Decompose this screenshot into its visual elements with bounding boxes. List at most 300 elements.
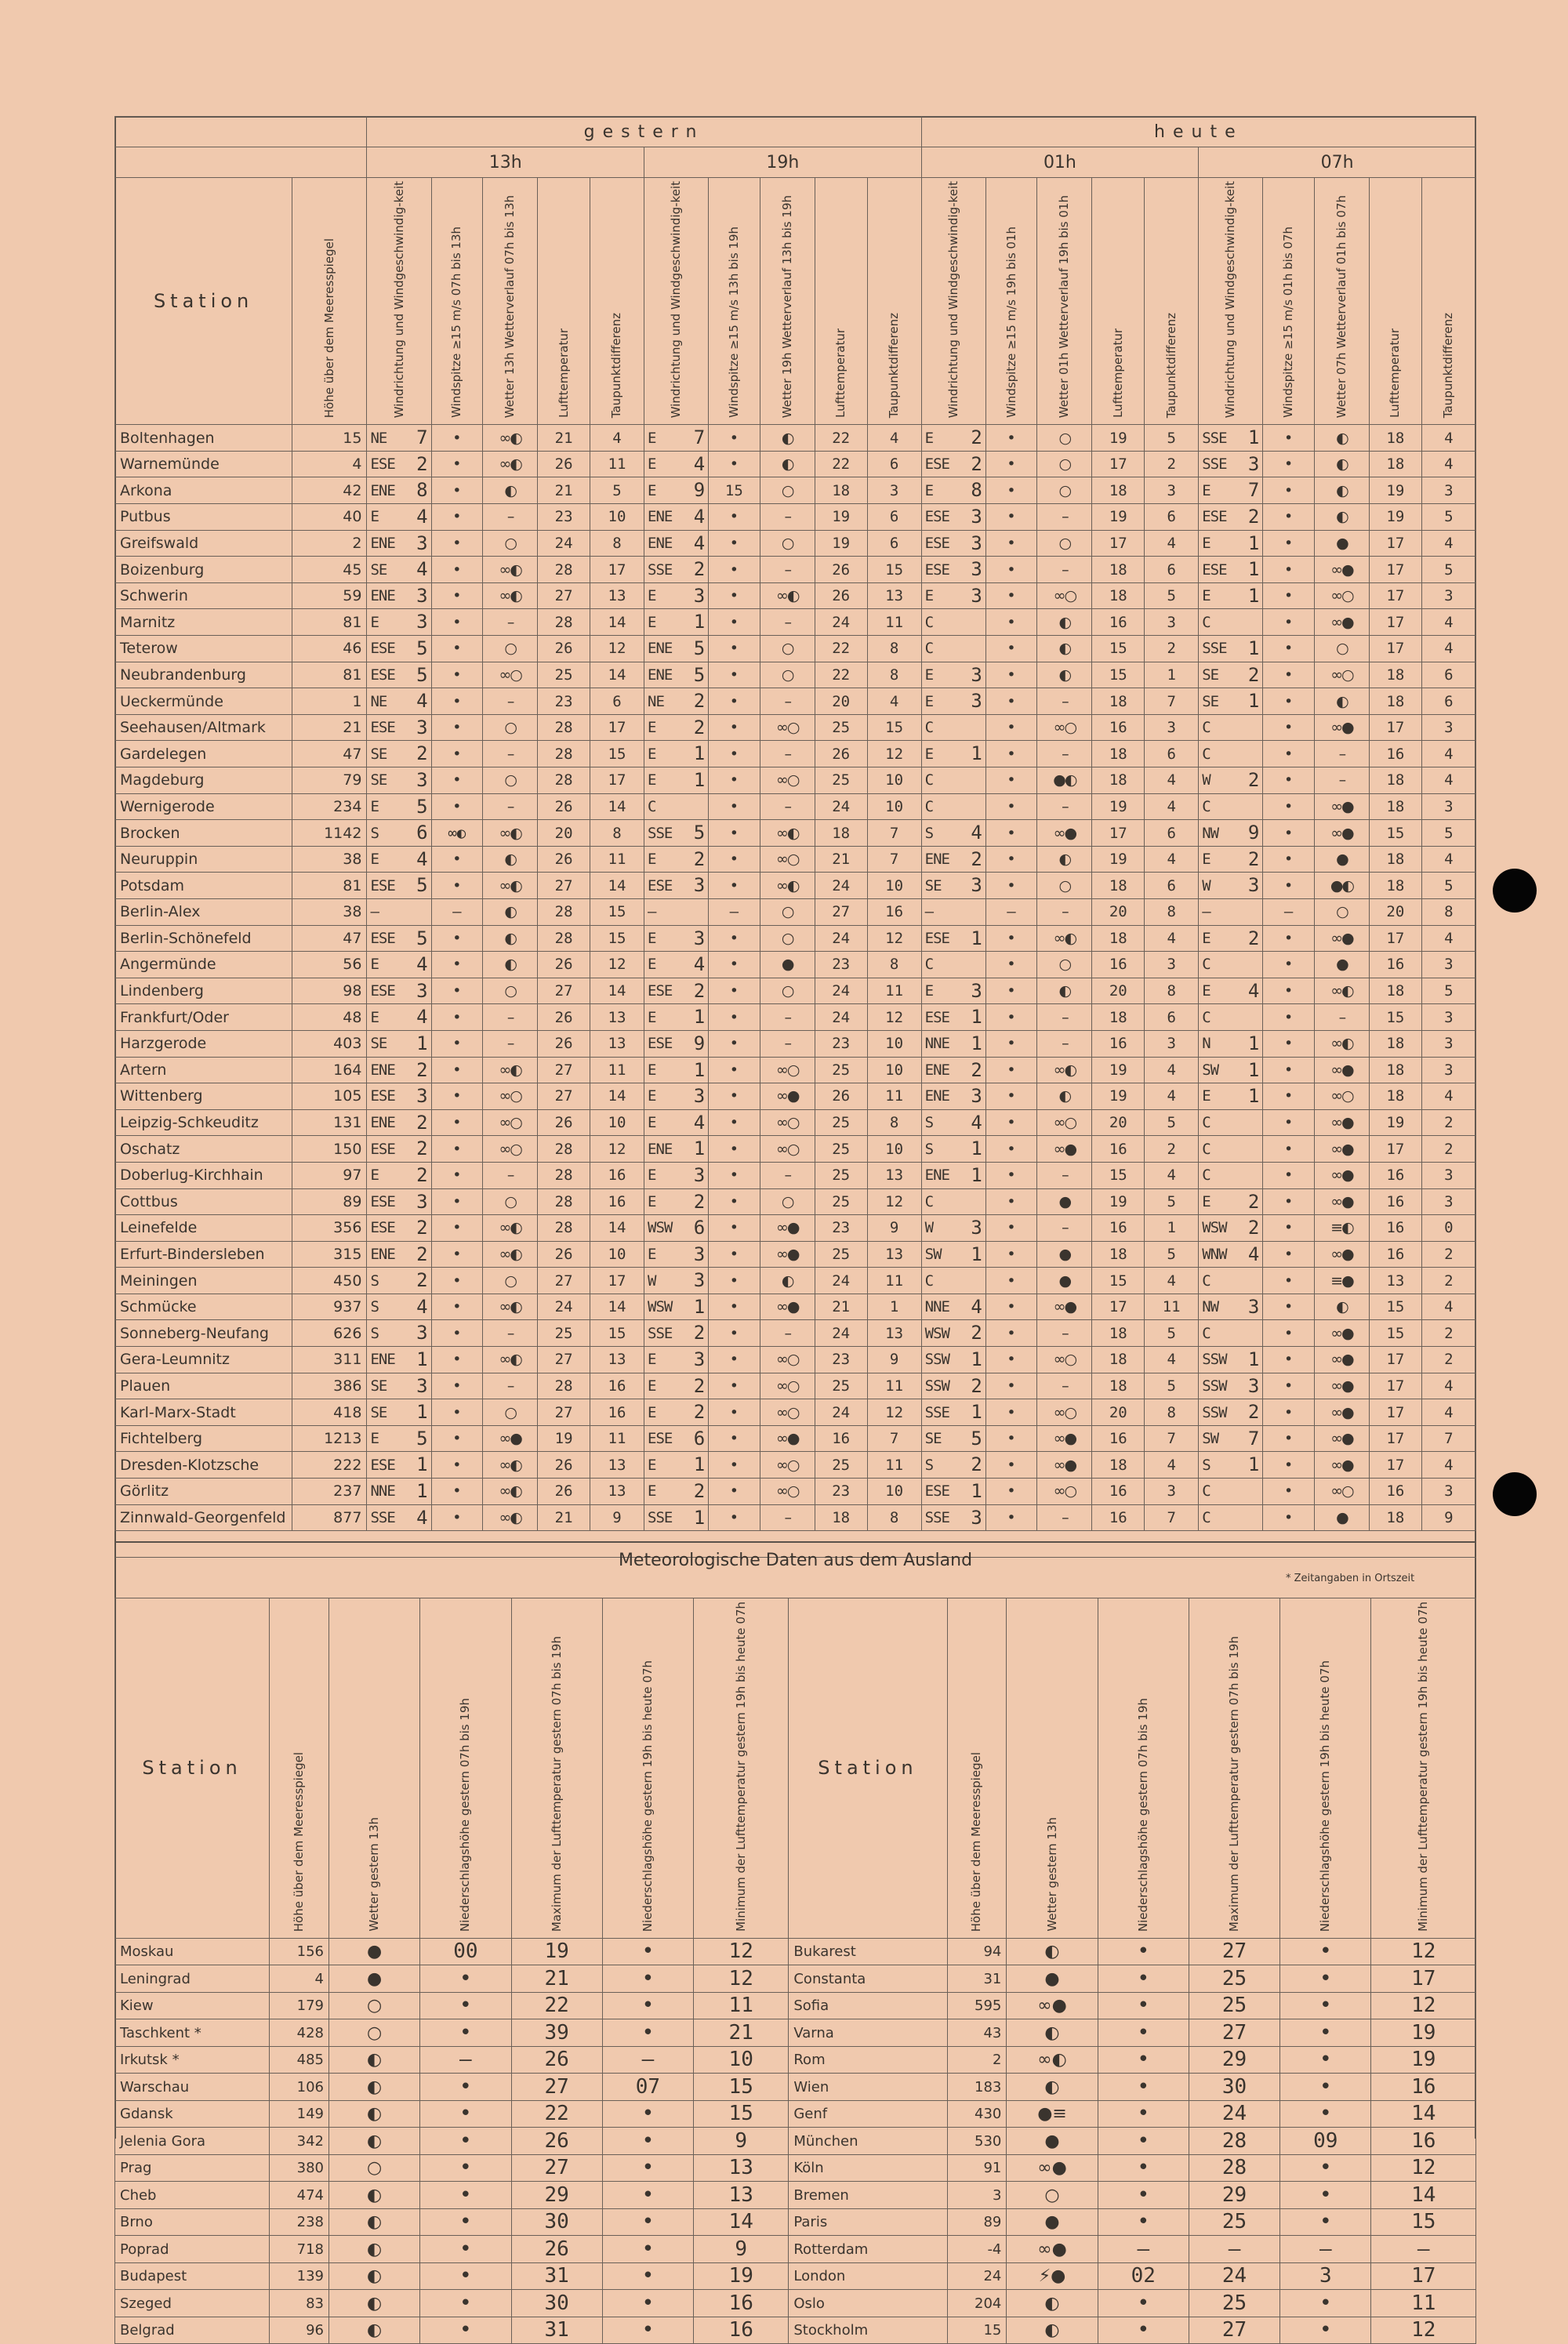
wind-direction: S	[924, 1140, 934, 1158]
air-temperature: 28	[538, 767, 590, 794]
wind-direction: E	[924, 666, 934, 684]
wind-cell	[367, 1399, 431, 1426]
air-temperature: 19	[1092, 425, 1145, 452]
wind-speed: 2	[693, 716, 706, 738]
air-temperature: 24	[815, 978, 867, 1004]
precip-night: •	[602, 2208, 693, 2236]
weather-13h-header: Wetter gestern 13h	[1007, 1598, 1098, 1939]
station-height: 380	[270, 2154, 329, 2182]
dewpoint-difference: 14	[590, 609, 644, 636]
dewpoint-difference: 4	[1421, 741, 1475, 767]
station-row	[115, 978, 1476, 1004]
weather-symbol: ◐	[1007, 2074, 1098, 2101]
weather-symbol: ∞○	[1037, 1347, 1092, 1373]
air-temperature: 16	[1370, 1162, 1422, 1188]
wind-gust: •	[431, 1452, 482, 1479]
dewpoint-difference: 5	[1145, 425, 1199, 452]
wind-gust: •	[1263, 978, 1314, 1004]
wind-speed: 7	[416, 426, 428, 449]
wind-speed: 3	[693, 584, 706, 607]
dewpoint-difference: 4	[1421, 846, 1475, 873]
wind-direction: ESE	[370, 1192, 395, 1210]
wind-gust: •	[431, 952, 482, 978]
wind-speed: 3	[693, 1085, 706, 1108]
weather-symbol: ◐	[1314, 688, 1369, 715]
wind-direction: NNE	[370, 1482, 395, 1500]
air-temperature: 18	[1092, 557, 1145, 583]
weather-symbol: ●◐	[1314, 873, 1369, 899]
air-temperature: 25	[815, 714, 867, 741]
weather-symbol: ∞●	[1037, 1452, 1092, 1479]
weather-symbol: –	[1037, 1162, 1092, 1188]
wind-speed: 2	[971, 426, 982, 449]
wind-speed: 2	[1247, 1190, 1260, 1213]
air-temperature: 16	[1370, 952, 1422, 978]
station-name: Wernigerode	[115, 793, 292, 820]
station-height: 877	[292, 1504, 367, 1531]
dewpoint-difference: 13	[590, 1347, 644, 1373]
dewpoint-difference: 0	[1421, 1215, 1475, 1242]
wind-speed: 2	[1247, 769, 1260, 792]
dewpoint-difference: 11	[867, 978, 921, 1004]
wind-speed: 2	[1247, 663, 1260, 686]
weather-symbol: –	[483, 688, 538, 715]
wind-direction: C	[1202, 956, 1210, 974]
air-temperature: 17	[1370, 1347, 1422, 1373]
air-temperature: 15	[1370, 820, 1422, 847]
wind-cell	[1199, 557, 1263, 583]
weather-symbol: ∞○	[1037, 714, 1092, 741]
dewpoint-difference: 7	[1145, 1504, 1199, 1531]
weather-symbol: ○	[483, 530, 538, 557]
dewpoint-difference: 11	[1145, 1294, 1199, 1320]
dewpoint-difference: 10	[867, 793, 921, 820]
weather-symbol: ◐	[483, 952, 538, 978]
weather-symbol: ⚡●	[1007, 2262, 1098, 2290]
weather-symbol: ○	[1007, 2182, 1098, 2209]
wind-cell	[1199, 741, 1263, 767]
precip-night: •	[602, 1938, 693, 1965]
wind-gust: •	[709, 1241, 760, 1268]
wind-cell	[367, 662, 431, 688]
dewpoint-difference: 8	[1421, 898, 1475, 925]
precip-day: –	[1098, 2236, 1189, 2263]
station-name: Doberlug-Kirchhain	[115, 1162, 292, 1188]
weather-symbol: ∞◐	[483, 1057, 538, 1083]
dewpoint-difference: 7	[1421, 1425, 1475, 1452]
station-height: 234	[292, 793, 367, 820]
max-temperature: 25	[1189, 2208, 1279, 2236]
station-name: Plauen	[115, 1373, 292, 1399]
air-temperature: 16	[1370, 1241, 1422, 1268]
station-height: 40	[292, 504, 367, 531]
foreign-row	[115, 1992, 1476, 2019]
wind-speed: 1	[693, 1058, 706, 1081]
wind-cell	[644, 477, 709, 504]
wind-gust: •	[431, 714, 482, 741]
precip-night: •	[1280, 1965, 1371, 1993]
wind-speed: 1	[971, 1243, 982, 1265]
station-height: 386	[292, 1373, 367, 1399]
wind-direction: ESE	[370, 929, 395, 947]
weather-header-0: Wetter 13h Wetterverlauf 07h bis 13h	[483, 178, 538, 425]
wind-cell	[644, 873, 709, 899]
wind-direction: E	[1202, 587, 1210, 605]
wind-gust: •	[709, 978, 760, 1004]
weather-symbol: –	[1037, 557, 1092, 583]
wind-cell	[367, 451, 431, 477]
precip-day: •	[1098, 2074, 1189, 2101]
wind-cell	[921, 504, 985, 531]
weather-symbol: ∞●	[1314, 1241, 1369, 1268]
wind-cell	[921, 898, 985, 925]
station-name: Greifswald	[115, 530, 292, 557]
wind-cell	[367, 1083, 431, 1110]
wind-cell	[921, 636, 985, 662]
wind-speed: 4	[971, 1111, 982, 1134]
weather-symbol: ○	[1037, 530, 1092, 557]
station-row	[115, 1294, 1476, 1320]
wind-direction: C	[1202, 1167, 1210, 1185]
air-temperature: 28	[538, 714, 590, 741]
air-temperature: 18	[1092, 1373, 1145, 1399]
dewpoint-difference: 12	[867, 1004, 921, 1031]
wind-cell	[921, 609, 985, 636]
air-temperature: 18	[1370, 978, 1422, 1004]
wind-speed: 1	[693, 742, 706, 765]
wind-gust: •	[709, 451, 760, 477]
weather-symbol: ○	[760, 1188, 815, 1215]
wind-gust: •	[985, 1057, 1036, 1083]
foreign-row	[115, 2182, 1476, 2209]
dewpoint-difference: 3	[1421, 1057, 1475, 1083]
wind-direction: S	[370, 1272, 379, 1290]
wind-cell	[367, 898, 431, 925]
weather-symbol: ∞◐	[483, 1452, 538, 1479]
max-temperature: –	[1189, 2236, 1279, 2263]
dewpoint-difference: 10	[590, 1241, 644, 1268]
wind-direction: E	[648, 429, 656, 447]
dewpoint-difference: 4	[1145, 1268, 1199, 1294]
station-row	[115, 1109, 1476, 1136]
wind-gust: •	[709, 609, 760, 636]
wind-speed: 2	[971, 1453, 982, 1476]
wind-speed: 1	[416, 1348, 428, 1371]
station-row	[115, 1030, 1476, 1057]
station-height: 183	[947, 2074, 1007, 2101]
dewpoint-difference: 7	[867, 846, 921, 873]
wind-speed: 4	[971, 822, 982, 844]
air-temperature: 21	[815, 846, 867, 873]
wind-gust: •	[985, 1452, 1036, 1479]
dewdiff-header-0: Taupunktdifferenz	[590, 178, 644, 425]
wind-direction: ESE	[648, 1035, 673, 1053]
wind-gust: •	[985, 978, 1036, 1004]
wind-cell	[1199, 662, 1263, 688]
wind-cell	[1199, 925, 1263, 952]
wind-speed: 3	[1247, 1295, 1260, 1318]
weather-symbol: ∞○	[760, 846, 815, 873]
air-temperature: 25	[815, 1109, 867, 1136]
foreign-row	[115, 2128, 1476, 2155]
dewpoint-difference: 3	[1421, 1030, 1475, 1057]
wind-cell	[367, 1479, 431, 1505]
dewpoint-difference: 4	[1421, 1083, 1475, 1110]
station-row	[115, 688, 1476, 715]
min-temperature: 15	[1371, 2208, 1476, 2236]
station-row	[115, 898, 1476, 925]
wind-speed: 3	[971, 1085, 982, 1108]
station-height: 59	[292, 582, 367, 609]
wind-direction: C	[924, 719, 934, 737]
station-name: Oschatz	[115, 1136, 292, 1163]
gust-header-0: Windspitze ≥15 m/s 07h bis 13h	[431, 178, 482, 425]
air-temperature: 23	[815, 1215, 867, 1242]
wind-speed: 2	[693, 1322, 706, 1344]
wind-cell	[921, 1320, 985, 1347]
station-height: 311	[292, 1347, 367, 1373]
precip-day: •	[1098, 1938, 1189, 1965]
wind-gust: •	[709, 741, 760, 767]
wind-cell	[1199, 530, 1263, 557]
air-temperature: 25	[815, 1162, 867, 1188]
air-temperature: 24	[815, 925, 867, 952]
wind-cell	[921, 714, 985, 741]
station-height: 79	[292, 767, 367, 794]
wind-direction: E	[924, 587, 934, 605]
station-height: 47	[292, 741, 367, 767]
weather-symbol: ◐	[760, 451, 815, 477]
weather-symbol: ●	[1007, 2128, 1098, 2155]
wind-direction: WSW	[648, 1298, 673, 1316]
weather-symbol: ∞◐	[483, 557, 538, 583]
precip-day: •	[1098, 2100, 1189, 2128]
station-height: 2	[292, 530, 367, 557]
wind-gust: •	[709, 662, 760, 688]
air-temperature: 18	[1092, 1320, 1145, 1347]
weather-symbol: ∞◐	[483, 1215, 538, 1242]
station-name: Taschkent *	[115, 2019, 270, 2047]
wind-speed: 1	[693, 1453, 706, 1476]
station-height: 38	[292, 846, 367, 873]
precip-night: •	[602, 2019, 693, 2047]
dewpoint-difference: 4	[1145, 793, 1199, 820]
wind-speed: 1	[971, 1006, 982, 1029]
wind-direction: S	[370, 1298, 379, 1316]
max-temperature: 29	[1189, 2182, 1279, 2209]
dewpoint-difference: 6	[1145, 557, 1199, 583]
wind-gust: •	[985, 504, 1036, 531]
wind-direction: ENE	[648, 666, 673, 684]
station-name: Erfurt-Bindersleben	[115, 1241, 292, 1268]
wind-gust: •	[985, 820, 1036, 847]
wind-gust: •	[985, 530, 1036, 557]
air-temperature: 18	[1370, 1504, 1422, 1531]
wind-direction: S	[370, 824, 379, 842]
wind-gust: •	[985, 1215, 1036, 1242]
wind-direction: W	[1202, 771, 1210, 789]
foreign-weather-table	[114, 1598, 1476, 2344]
dewpoint-difference: 5	[1145, 582, 1199, 609]
wind-direction: E	[1202, 929, 1210, 947]
wind-gust: •	[709, 530, 760, 557]
station-name: Meiningen	[115, 1268, 292, 1294]
wind-gust: •	[709, 925, 760, 952]
wind-cell	[367, 978, 431, 1004]
station-row	[115, 1479, 1476, 1505]
station-name: Ueckermünde	[115, 688, 292, 715]
station-name: Putbus	[115, 504, 292, 531]
dewpoint-difference: 12	[867, 741, 921, 767]
group-gestern: gestern	[367, 117, 921, 147]
wind-gust: •	[431, 1083, 482, 1110]
station-name: Poprad	[115, 2236, 270, 2263]
weather-symbol: ◐	[1314, 425, 1369, 452]
wind-speed: 2	[971, 452, 982, 475]
station-row	[115, 609, 1476, 636]
wind-gust: •	[709, 1399, 760, 1426]
wind-speed: 4	[416, 1006, 428, 1029]
wind-cell	[921, 846, 985, 873]
wind-direction: ESE	[370, 1456, 395, 1474]
foreign-row	[115, 1965, 1476, 1993]
wind-direction: ESE	[1202, 561, 1227, 579]
max-temperature: 25	[1189, 1965, 1279, 1993]
wind-cell	[921, 1057, 985, 1083]
wind-cell	[1199, 425, 1263, 452]
wind-direction: E	[648, 1061, 656, 1079]
air-temperature: 18	[1092, 767, 1145, 794]
air-temperature: 24	[538, 530, 590, 557]
wind-direction: ENE	[648, 1140, 673, 1158]
weather-symbol: ∞●	[1314, 925, 1369, 952]
min-temperature: 12	[1371, 1938, 1476, 1965]
air-temperature: 21	[538, 477, 590, 504]
air-temperature: 18	[1092, 477, 1145, 504]
wind-gust: •	[985, 582, 1036, 609]
wind-direction: E	[1202, 534, 1210, 552]
wind-gust: •	[985, 741, 1036, 767]
wind-cell	[644, 741, 709, 767]
wind-header-3: Windrichtung und Windgeschwindig-keit	[1199, 178, 1263, 425]
wind-speed: 4	[416, 690, 428, 713]
wind-speed: 2	[1247, 927, 1260, 949]
wind-speed: 9	[1247, 822, 1260, 844]
wind-gust: •	[431, 925, 482, 952]
air-temperature: 18	[1092, 1004, 1145, 1031]
weather-symbol: ∞○	[760, 714, 815, 741]
wind-direction: S	[370, 1324, 379, 1342]
precip-day: •	[1098, 2019, 1189, 2047]
weather-symbol: ○	[483, 978, 538, 1004]
dewpoint-difference: 8	[867, 1504, 921, 1531]
air-temperature: 26	[538, 846, 590, 873]
wind-direction: E	[648, 1246, 656, 1263]
air-temperature: 20	[1092, 978, 1145, 1004]
time-19h: 19h	[644, 147, 922, 178]
air-temperature: 24	[815, 1268, 867, 1294]
station-row	[115, 925, 1476, 952]
wind-cell	[1199, 1057, 1263, 1083]
wind-gust: •	[985, 1347, 1036, 1373]
station-height: 149	[270, 2100, 329, 2128]
wind-direction: ESE	[370, 1219, 395, 1237]
wind-gust: •	[1263, 741, 1314, 767]
wind-speed: 1	[416, 1032, 428, 1054]
weather-symbol: ●	[760, 952, 815, 978]
wind-speed: 2	[693, 979, 706, 1002]
air-temperature: 19	[538, 1425, 590, 1452]
wind-direction: SSW	[924, 1351, 949, 1369]
dewpoint-difference: 3	[1421, 793, 1475, 820]
dewpoint-difference: 10	[590, 504, 644, 531]
dewpoint-difference: 13	[590, 1479, 644, 1505]
weather-symbol: ◐	[328, 2236, 419, 2263]
station-name: Karl-Marx-Stadt	[115, 1399, 292, 1426]
station-row	[115, 1268, 1476, 1294]
wind-gust: •	[1263, 662, 1314, 688]
wind-gust: •	[1263, 714, 1314, 741]
precip-day: •	[1098, 2290, 1189, 2317]
wind-cell	[644, 1452, 709, 1479]
wind-direction: E	[370, 1430, 379, 1448]
wind-direction: E	[648, 1192, 656, 1210]
wind-cell	[367, 425, 431, 452]
wind-cell	[644, 1057, 709, 1083]
wind-speed: 1	[693, 769, 706, 792]
min-temperature: 17	[1371, 1965, 1476, 1993]
wind-gust: •	[709, 504, 760, 531]
station-name: Dresden-Klotzsche	[115, 1452, 292, 1479]
wind-direction: SE	[1202, 666, 1219, 684]
air-temperature: 23	[815, 1479, 867, 1505]
station-name: Seehausen/Altmark	[115, 714, 292, 741]
air-temperature: 26	[815, 582, 867, 609]
weather-symbol: ∞○	[1314, 662, 1369, 688]
weather-symbol: ◐	[328, 2317, 419, 2344]
min-temperature: 12	[1371, 2317, 1476, 2344]
max-temperature: 24	[1189, 2100, 1279, 2128]
wind-cell	[921, 1215, 985, 1242]
wind-gust: •	[709, 1373, 760, 1399]
wind-gust: •	[709, 714, 760, 741]
wind-speed: 2	[416, 1243, 428, 1265]
min-temperature: 12	[1371, 2154, 1476, 2182]
wind-gust: •	[709, 1215, 760, 1242]
dewpoint-difference: 4	[590, 425, 644, 452]
dewpoint-difference: 5	[1145, 1373, 1199, 1399]
weather-symbol: ∞◐	[483, 582, 538, 609]
dewpoint-difference: 4	[1421, 1399, 1475, 1426]
wind-direction: SW	[1202, 1430, 1219, 1448]
wind-speed: 4	[416, 506, 428, 528]
wind-direction: E	[924, 481, 934, 499]
station-name: Angermünde	[115, 952, 292, 978]
station-name: Leipzig-Schkeuditz	[115, 1109, 292, 1136]
dewpoint-difference: 2	[1145, 451, 1199, 477]
wind-speed: 4	[693, 506, 706, 528]
air-temperature: 18	[1370, 1030, 1422, 1057]
wind-direction: SSE	[648, 561, 673, 579]
weather-symbol: ∞○	[483, 662, 538, 688]
precip-night: 09	[1280, 2128, 1371, 2155]
air-temperature: 26	[538, 1030, 590, 1057]
wind-gust: •	[985, 609, 1036, 636]
wind-cell	[644, 530, 709, 557]
height-header: Höhe über dem Meeresspiegel	[947, 1598, 1007, 1939]
precip-night: –	[602, 2046, 693, 2074]
air-temperature: 18	[1092, 925, 1145, 952]
